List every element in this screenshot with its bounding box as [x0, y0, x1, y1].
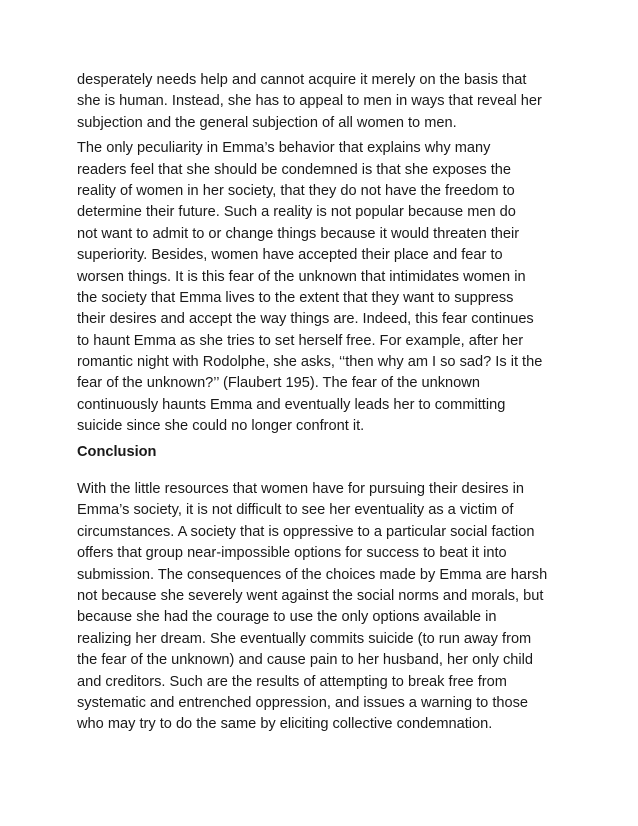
text-line: subjection and the general subjection of all women to men. [77, 114, 457, 131]
text-line: determine their future. Such a reality is not popular because men do [77, 204, 516, 221]
text-line: and creditors. Such are the results of attempting to break free from [77, 673, 507, 690]
text-line: continuously haunts Emma and eventually leads her to committing [77, 396, 506, 413]
text-line: Emma’s society, it is not difficult to see her eventuality as a victim of [77, 502, 514, 519]
text-line: the fear of the unknown) and cause pain to her husband, her only child [77, 652, 533, 669]
text-line: realizing her dream. She eventually commits suicide (to run away from [77, 630, 532, 647]
text-line: to haunt Emma as she tries to set herself free. For example, after her [77, 332, 524, 349]
paragraph-1 [77, 70, 577, 134]
text-line: circumstances. A society that is oppressive to a particular social faction [77, 523, 535, 540]
text-line: readers feel that she should be condemned is that she exposes the [77, 161, 512, 178]
text-line: who may try to do the same by eliciting collective condemnation. [77, 716, 493, 733]
text-line: The only peculiarity in Emma’s behavior that explains why many [77, 140, 491, 157]
text-line: their desires and accept the way things are. Indeed, this fear continues [77, 311, 534, 328]
text-line: romantic night with Rodolphe, she asks, ‘‘then why am I so sad? Is it the [77, 354, 543, 371]
text-line: she is human. Instead, she has to appeal to men in ways that reveal her [77, 93, 542, 110]
text-line: suicide since she could no longer confront it. [77, 418, 365, 435]
text-line: because she had the courage to use the only options available in [77, 609, 497, 626]
text-line: With the little resources that women have for pursuing their desires in [77, 481, 524, 498]
section-heading: Conclusion [77, 443, 157, 460]
text-line: fear of the unknown?’’ (Flaubert 195). The fear of the unknown [77, 375, 480, 392]
text-line: desperately needs help and cannot acquire it merely on the basis that [77, 72, 527, 88]
text-line: not want to admit to or change things because it would threaten their [77, 225, 520, 242]
text-line: the society that Emma lives to the extent that they want to suppress [77, 289, 514, 306]
text-line: superiority. Besides, women have accepted their place and fear to [77, 247, 503, 264]
text-line: not because she severely went against the social norms and morals, but [77, 587, 544, 604]
text-line: offers that group near-impossible options for success to beat it into [77, 545, 507, 562]
paragraph-2 [77, 138, 577, 437]
text-line: reality of women in her society, that they do not have the freedom to [77, 182, 515, 199]
paragraph-3 [77, 479, 577, 736]
text-line: submission. The consequences of the choices made by Emma are harsh [77, 566, 548, 583]
text-line: worsen things. It is this fear of the unknown that intimidates women in [77, 268, 526, 285]
text-line: systematic and entrenched oppression, and issues a warning to those [77, 694, 529, 711]
text-column [77, 70, 577, 736]
